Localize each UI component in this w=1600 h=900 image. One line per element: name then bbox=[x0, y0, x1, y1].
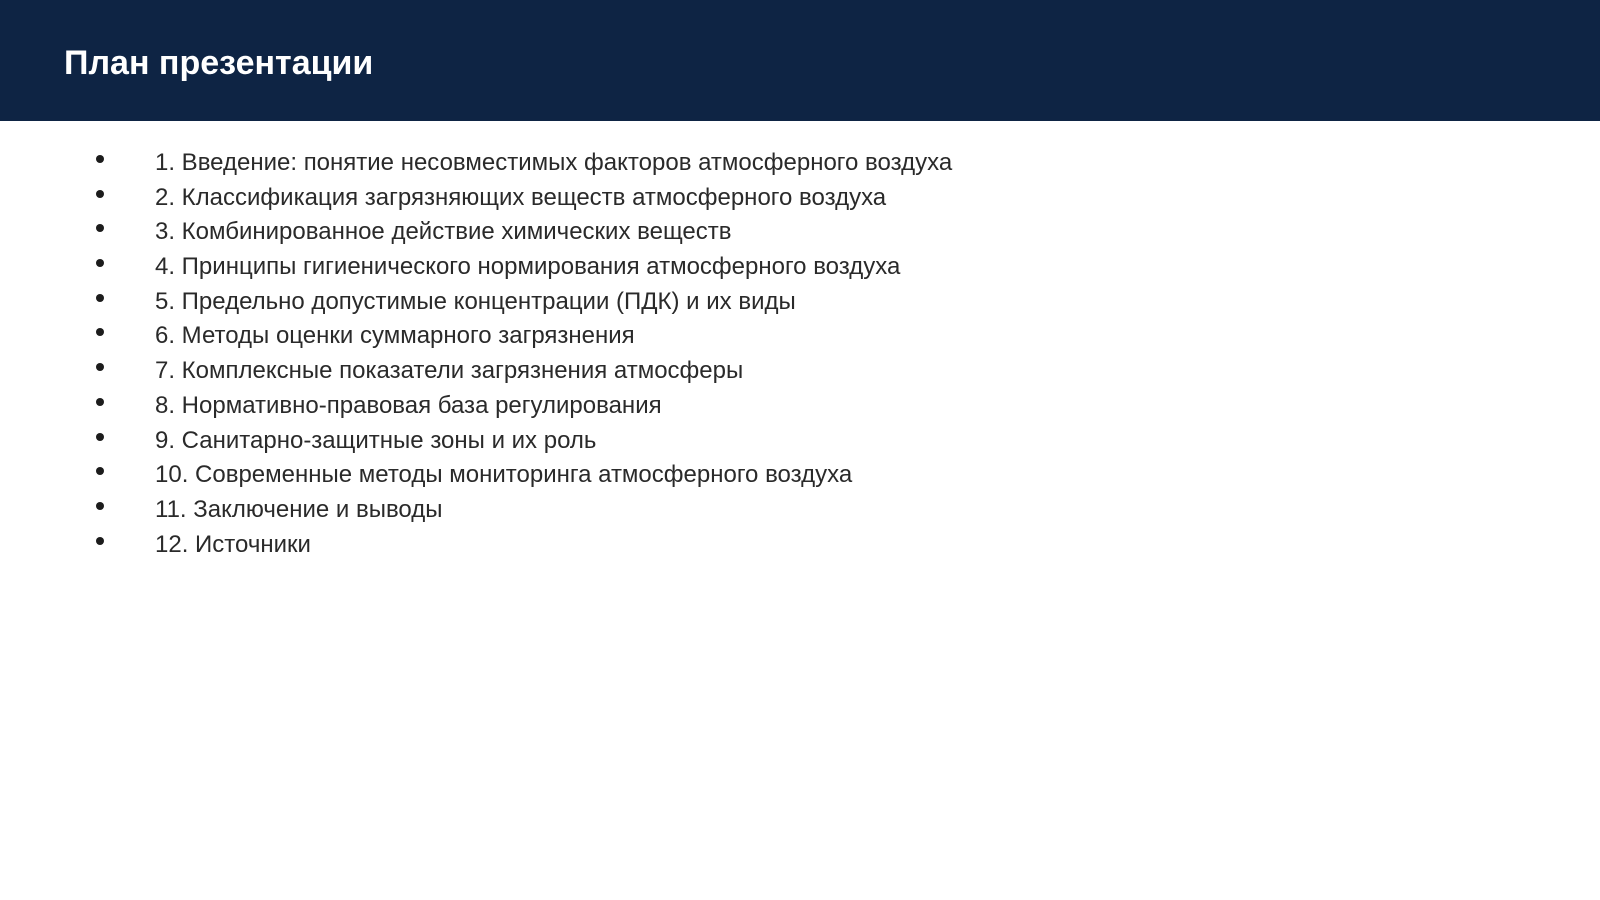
list-item-text: 9. Санитарно-защитные зоны и их роль bbox=[155, 426, 597, 454]
list-item-text: 8. Нормативно-правовая база регулирования bbox=[155, 391, 662, 419]
bullet-icon bbox=[96, 259, 104, 267]
bullet-icon bbox=[96, 537, 104, 545]
bullet-icon bbox=[96, 328, 104, 336]
list-item-text: 5. Предельно допустимые концентрации (ПДК) и их виды bbox=[155, 287, 796, 315]
list-item-text: 12. Источники bbox=[155, 530, 311, 558]
bullet-icon bbox=[96, 155, 104, 163]
bullet-icon bbox=[96, 467, 104, 475]
bullet-icon bbox=[96, 502, 104, 510]
bullet-icon bbox=[96, 224, 104, 232]
list-item-text: 7. Комплексные показатели загрязнения атмосферы bbox=[155, 357, 744, 385]
slide-title: План презентации bbox=[64, 44, 374, 82]
bullet-icon bbox=[96, 433, 104, 441]
header-bar bbox=[0, 0, 1600, 121]
bullet-icon bbox=[96, 294, 104, 302]
list-item-text: 4. Принципы гигиенического нормирования атмосферного воздуха bbox=[155, 253, 901, 281]
list-item-text: 3. Комбинированное действие химических веществ bbox=[155, 218, 732, 246]
list-item-text: 6. Методы оценки суммарного загрязнения bbox=[155, 322, 635, 350]
list-item-text: 1. Введение: понятие несовместимых факторов атмосферного воздуха bbox=[155, 149, 953, 176]
bullet-icon bbox=[96, 398, 104, 406]
list-item-text: 11. Заключение и выводы bbox=[155, 495, 443, 523]
list-item-text: 10. Современные методы мониторинга атмосферного воздуха bbox=[155, 461, 853, 489]
bullet-icon bbox=[96, 190, 104, 198]
list-item-text: 2. Классификация загрязняющих веществ атмосферного воздуха bbox=[155, 183, 887, 211]
bullet-icon bbox=[96, 363, 104, 371]
